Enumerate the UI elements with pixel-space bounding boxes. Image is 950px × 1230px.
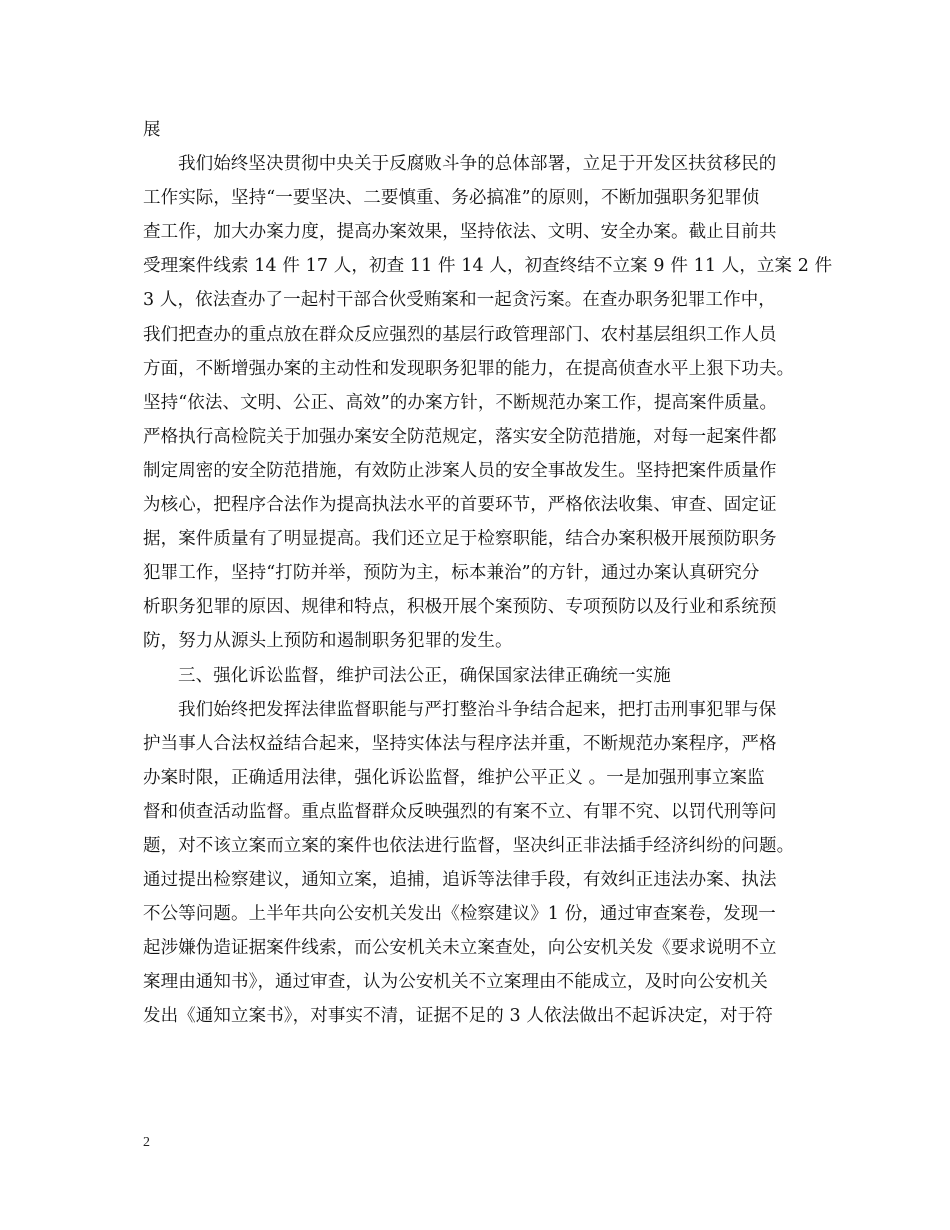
text-line: 查工作，加大办案力度，提高办案效果，坚持依法、文明、安全办案。截止目前共 <box>143 222 777 243</box>
text-line: 析职务犯罪的原因、规律和特点，积极开展个案预防、专项预防以及行业和系统预 <box>143 597 777 618</box>
text-line: 方面，不断增强办案的主动性和发现职务犯罪的能力，在提高侦查水平上狠下功夫。 <box>143 358 795 379</box>
text-line: 据，案件质量有了明显提高。我们还立足于检察职能，结合办案积极开展预防职务 <box>143 529 777 550</box>
text-line: 督和侦查活动监督。重点监督群众反映强烈的有案不立、有罪不究、以罚代刑等问 <box>143 801 777 822</box>
text-line: 防，努力从源头上预防和遏制职务犯罪的发生。 <box>143 631 513 652</box>
text-line: 严格执行高检院关于加强办案安全防范规定，落实安全防范措施，对每一起案件都 <box>143 426 777 447</box>
text-line: 制定周密的安全防范措施，有效防止涉案人员的安全事故发生。坚持把案件质量作 <box>143 460 777 481</box>
text-line: 办案时限，正确适用法律，强化诉讼监督，维护公平正义 。一是加强刑事立案监 <box>143 767 765 788</box>
text-line: 起涉嫌伪造证据案件线索，而公安机关未立案查处，向公安机关发《要求说明不立 <box>143 938 777 959</box>
body-text <box>143 113 833 1034</box>
text-line: 展 <box>143 120 161 140</box>
text-line: 我们把查办的重点放在群众反应强烈的基层行政管理部门、农村基层组织工作人员 <box>143 324 777 345</box>
page-number: 2 <box>143 1135 150 1150</box>
text-line: 3 人，依法查办了一起村干部合伙受贿案和一起贪污案。在查办职务犯罪工作中， <box>143 290 776 311</box>
text-line: 三、强化诉讼监督，维护司法公正，确保国家法律正确统一实施 <box>178 665 671 686</box>
text-line: 题，对不该立案而立案的案件也依法进行监督，坚决纠正非法插手经济纠纷的问题。 <box>143 835 795 856</box>
text-line: 通过提出检察建议，通知立案，追捕，追诉等法律手段，有效纠正违法办案、执法 <box>143 870 777 891</box>
text-line: 工作实际，坚持“一要坚决、二要慎重、务必搞准”的原则，不断加强职务犯罪侦 <box>143 188 760 209</box>
text-line: 护当事人合法权益结合起来，坚持实体法与程序法并重，不断规范办案程序，严格 <box>143 733 777 754</box>
text-line: 不公等问题。上半年共向公安机关发出《检察建议》1 份，通过审查案卷，发现一 <box>143 904 776 925</box>
text-line: 发出《通知立案书》，对事实不清，证据不足的 3 人依法做出不起诉决定，对于符 <box>143 1006 773 1027</box>
text-line: 案理由通知书》，通过审查，认为公安机关不立案理由不能成立，及时向公安机关 <box>143 972 768 993</box>
text-line: 我们始终把发挥法律监督职能与严打整治斗争结合起来，把打击刑事犯罪与保 <box>178 699 777 720</box>
text-line: 我们始终坚决贯彻中央关于反腐败斗争的总体部署，立足于开发区扶贫移民的 <box>178 154 777 175</box>
text-line: 犯罪工作，坚持“打防并举，预防为主，标本兼治”的方针，通过办案认真研究分 <box>143 563 760 584</box>
text-line: 为核心，把程序合法作为提高执法水平的首要环节，严格依法收集、审查、固定证 <box>143 495 777 516</box>
text-line: 受理案件线索 14 件 17 人，初查 11 件 14 人，初查终结不立案 9 件 11 人，立案 2 件 <box>143 256 833 277</box>
text-line: 坚持“依法、文明、公正、高效”的办案方针，不断规范办案工作，提高案件质量。 <box>143 392 778 413</box>
